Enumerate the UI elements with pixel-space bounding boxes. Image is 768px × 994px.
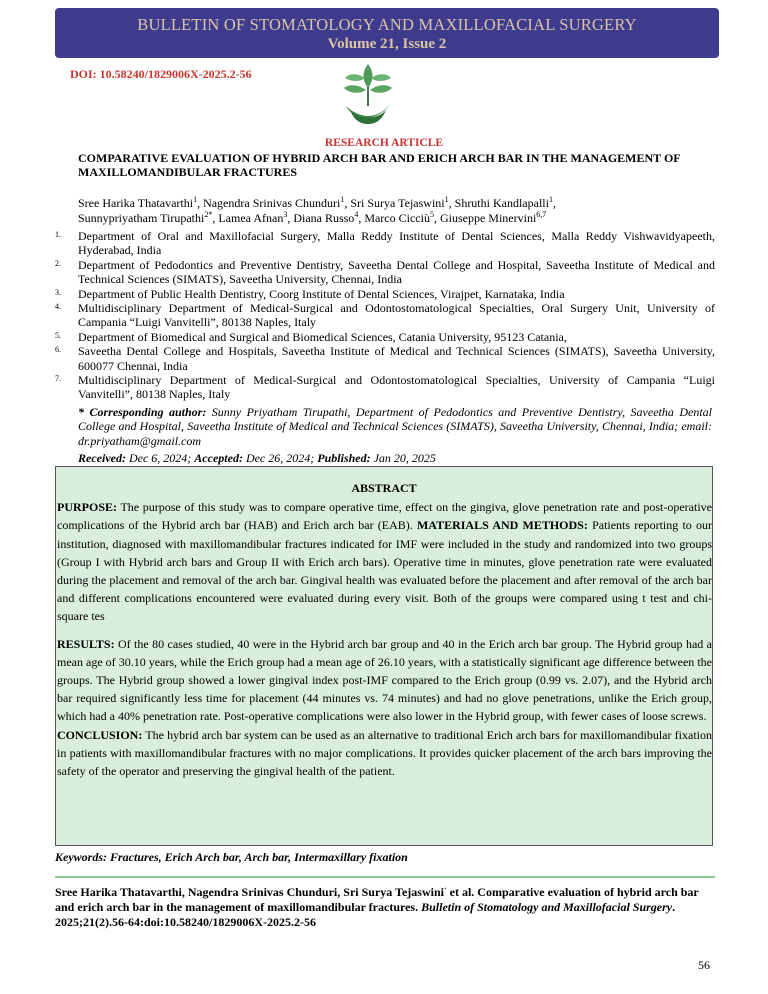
author-separator: , [197,196,204,210]
author-name: Nagendra Srinivas Chunduri [203,196,341,210]
methods-text: Patients reporting to our institution, diagnosed with maxillomandibular fractures indicated for IMF were included in the study and randomized into two groups (Group I with Hybrid arch bars and Group II with Erich arch bars). Operative time in minutes, glove penetration rate were evaluated during the placement and removal of the arch bar. Gingival health was evaluated before the placement and after removal of the arch bar and different complications encountered were evaluated during every visit. Both of the groups were compared using t test and chi-square tes [57,518,712,624]
abstract-heading: ABSTRACT [351,481,417,495]
affiliation-item [55,301,715,330]
citation-mark: · [443,884,447,893]
author-affiliation-sup: 2* [204,210,213,219]
affiliation-number: 3. [55,287,61,297]
published-date: Jan 20, 2025 [370,451,436,465]
affiliation-list [55,229,715,402]
author-affiliation-sup: 4 [354,210,359,219]
journal-volume: Volume 21, Issue 2 [327,36,447,52]
author-name: Lamea Afnan [218,211,284,225]
abstract-purpose [56,498,712,625]
author-name: Diana Russo [293,211,355,225]
divider [55,876,715,878]
author-affiliation-sup: 1 [340,195,345,204]
affiliation-number: 6. [55,345,61,355]
author-affiliation-sup: 1 [444,195,449,204]
results-label: RESULTS: [57,636,115,651]
affiliation-number: 2. [55,258,61,268]
citation-rest: et al. Comparative evaluation of hybrid arch bar and erich arch bar in the management of maxillomandibular fractures. [55,885,699,914]
affiliation-text: Department of Biomedical and Surgical and Biomedical Sciences, Catania University, 95123 Catania, [78,329,567,344]
author-name: Sri Surya Tejaswini [350,196,445,210]
affiliation-item [55,287,715,301]
corresponding-author [78,405,712,448]
author-name: Sunnypriyatham Tirupathi [78,211,205,225]
affiliation-text: Multidisciplinary Department of Medical-Surgical and Odontostomatological Specialties, University of Campania “Luigi Vanvitelli”, 80138 Naples, Italy [78,373,715,402]
received-date: Dec 6, 2024; [125,451,195,465]
citation-authors: Sree Harika Thatavarthi, Nagendra Srinivas Chunduri, Sri Surya Tejaswini [55,885,444,899]
article-title: COMPARATIVE EVALUATION OF HYBRID ARCH BAR AND ERICH ARCH BAR IN THE MANAGEMENT OF MAXILLOMANDIBULAR FRACTURES [78,151,681,179]
purpose-text: The purpose of this study was to compare operative time, effect on the gingiva, glove penetration rate and post-operative complications of the Hybrid arch bar (HAB) and Erich arch bar (EAB). [57,500,712,533]
affiliation-number: 7. [55,374,61,384]
author-affiliation-sup: 1 [548,195,553,204]
author-name: Sree Harika Thatavarthi [78,196,194,210]
affiliation-text: Department of Oral and Maxillofacial Surgery, Malla Reddy Institute of Dental Sciences, Malla Reddy Vishwavidyapeeth, Hyderabad, India [78,229,715,258]
citation-ref: . 2025;21(2).56-64:doi: [55,900,676,929]
author-name: Shruthi Kandlapalli [454,196,549,210]
affiliation-text: Saveetha Dental College and Hospitals, Saveetha Institute of Medical and Technical Sciences (SIMATS), Saveetha University, 600077 Chennai, India [78,344,715,373]
affiliation-item [55,258,715,287]
journal-name: BULLETIN OF STOMATOLOGY AND MAXILLOFACIAL SURGERY [137,15,637,34]
author-separator: , [287,211,294,225]
corresponding-text: Sunny Priyatham Tirupathi, Department of Pedodontics and Preventive Dentistry, Saveetha Dental College and Hospital, Saveetha Institute of Medical and Technical Sciences (SIMATS), Saveetha University, Chennai, India; email: dr.priyatham@gmail.com [78,405,712,448]
affiliation-item [55,330,715,344]
affiliation-number: 1. [55,230,61,239]
citation [55,885,715,930]
author-separator: , [344,196,351,210]
affiliation-item [55,373,715,402]
keywords: Keywords: Fractures, Erich Arch bar, Arch bar, Intermaxillary fixation [55,850,408,864]
results-text: Of the 80 cases studied, 40 were in the Hybrid arch bar group and 40 in the Erich arch bar group. The Hybrid group had a mean age of 30.10 years, while the Erich group had a mean age of 26.10 years, with a statistically significant age difference between the groups. The Hybrid group showed a lower gingival index post-IMF compared to the Erich group (0.99 vs. 2.07), and the Hybrid arch bar required significantly less time for placement (44 minutes vs. 74 minutes) and had no glove penetrations, unlike the Erich group, which had a 40% penetration rate. Post-operative complications were also lower in the Hybrid group, with fewer cases of loose screws. [57,636,712,724]
affiliation-number: 5. [55,330,61,340]
published-label: Published: [317,451,371,465]
affiliation-text: Multidisciplinary Department of Medical-Surgical and Odontostomatological Specialties, Oral Surgery Unit, University of Campania “Luigi Vanvitelli”, 80138 Naples, Italy [78,301,715,330]
citation-doi[interactable]: 10.58240/1829006X-2025.2-56 [163,915,316,929]
author-affiliation-sup: 5 [429,210,434,219]
accepted-date: Dec 26, 2024; [242,451,318,465]
article-type: RESEARCH ARTICLE [324,137,444,149]
abstract-results [56,635,712,726]
journal-banner [55,8,719,58]
abstract-conclusion [56,726,712,781]
purpose-label: PURPOSE: [57,500,117,515]
author-name: Marco Cicciù [364,211,430,225]
author-affiliation-sup: 1 [193,195,198,204]
conclusion-text: The hybrid arch bar system can be used as an alternative to traditional Erich arch bars for maxillomandibular fixation in patients with maxillomandibular fractures with no major complications. It provides quicker placement of the arch bars improving the safety of the operator and preserving the gingival health of the patient. [57,727,712,779]
author-separator: , [552,196,556,210]
affiliation-number: 4. [55,302,61,312]
affiliation-item [55,229,715,258]
doi-label[interactable]: DOI: 10.58240/1829006X-2025.2-56 [70,67,252,81]
author-name: Giuseppe Minervini [439,211,537,225]
corresponding-label: * Corresponding author: [78,405,207,419]
citation-journal: Bulletin of Stomatology and Maxillofacial Surgery [421,900,673,914]
abstract-box [55,466,713,846]
page-number: 56 [698,958,710,972]
received-label: Received: [78,451,126,465]
publication-dates [78,451,436,466]
leaf-hand-logo-icon [336,58,400,136]
author-affiliation-sup: 3 [283,210,288,219]
author-affiliation-sup: 6,7 [536,210,547,219]
methods-label: MATERIALS AND METHODS: [416,518,588,533]
author-separator: , [358,211,365,225]
affiliation-text: Department of Pedodontics and Preventive Dentistry, Saveetha Dental College and Hospital, Saveetha Institute of Medical and Technical Sciences (SIMATS), Saveetha University, Chennai, India [78,257,715,287]
affiliation-item [55,344,715,373]
author-list [78,196,718,226]
author-separator: , [448,196,455,210]
author-separator: , [212,211,219,225]
affiliation-text: Department of Public Health Dentistry, Coorg Institute of Dental Sciences, Virajpet, Karnataka, India [78,286,565,301]
conclusion-label: CONCLUSION: [57,727,143,742]
accepted-label: Accepted: [194,451,243,465]
author-separator: , [433,211,440,225]
